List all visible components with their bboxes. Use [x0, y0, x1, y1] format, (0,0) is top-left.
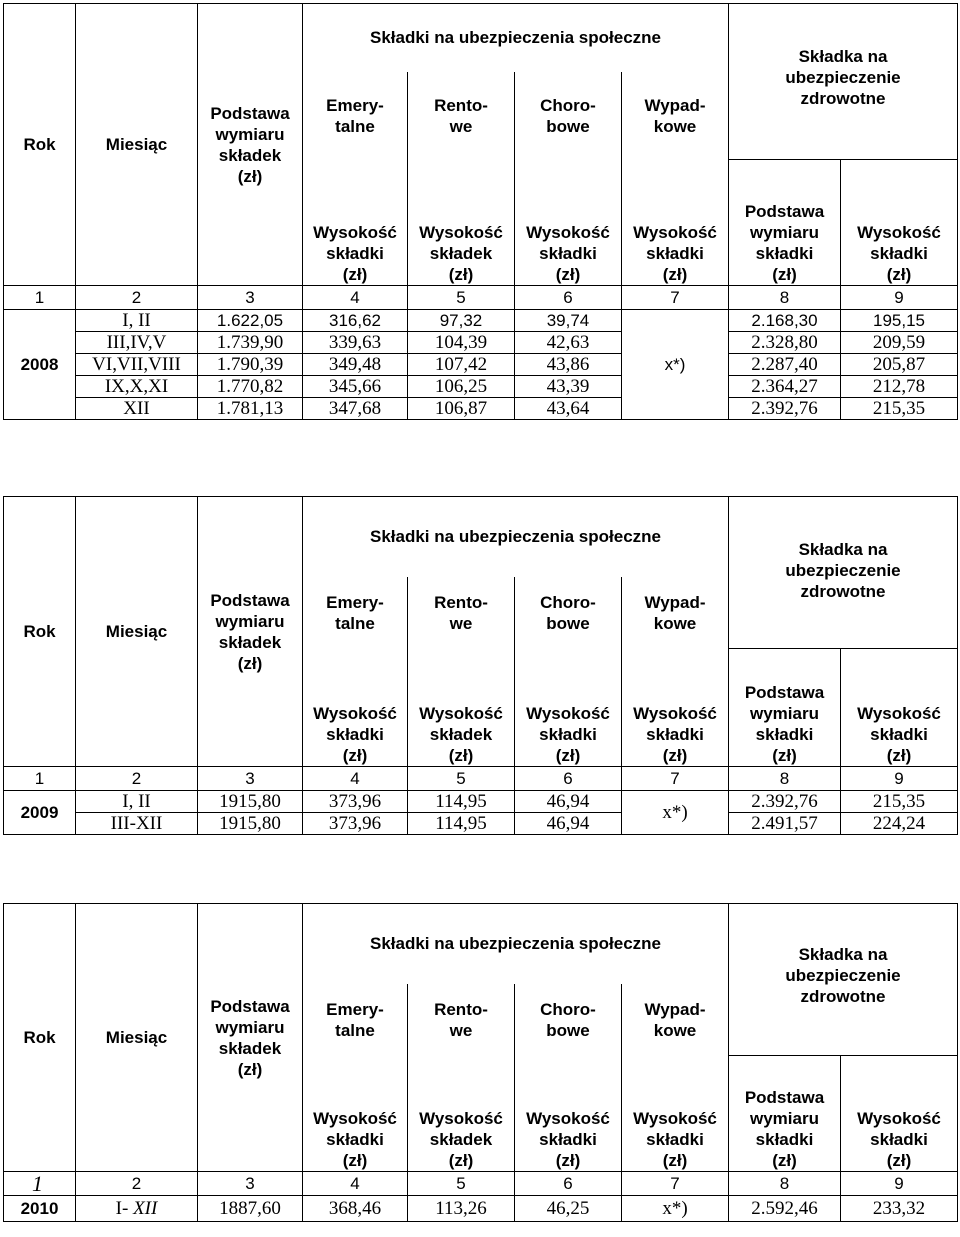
index-cell: 4 [303, 1172, 408, 1196]
table-row [4, 398, 958, 420]
header-spoleczne: Składki na ubezpieczenia społeczne [303, 904, 729, 984]
zdr-cell: 233,32 [841, 1196, 958, 1222]
zdr-cell: 215,35 [841, 398, 958, 420]
year-cell: 2008 [4, 310, 76, 420]
podstawa-cell: 1915,80 [198, 813, 303, 835]
index-cell: 7 [622, 767, 729, 791]
header-podstawa: Podstawa wymiaru składek (zł) [198, 4, 303, 286]
index-cell: 4 [303, 286, 408, 310]
header-wys-skladki: Wysokość składki (zł) [622, 1056, 729, 1172]
emerytalne-cell: 373,96 [303, 813, 408, 835]
table-2009 [3, 496, 958, 835]
zdr-podstawa-cell: 2.392,76 [729, 791, 841, 813]
header-rentowe: Rento- we [408, 984, 515, 1056]
zdr-podstawa-cell: 2.491,57 [729, 813, 841, 835]
table-row [4, 1196, 958, 1222]
chorobowe-cell: 43,86 [515, 354, 622, 376]
chorobowe-cell: 39,74 [515, 310, 622, 332]
zdr-cell: 205,87 [841, 354, 958, 376]
header-wys-skladki: Wysokość składki (zł) [622, 649, 729, 767]
podstawa-cell: 1.790,39 [198, 354, 303, 376]
index-cell: 5 [408, 767, 515, 791]
header-rentowe: Rento- we [408, 72, 515, 160]
header-miesiac: Miesiąc [76, 904, 198, 1172]
index-cell: 9 [841, 767, 958, 791]
index-cell: 5 [408, 286, 515, 310]
header-miesiac: Miesiąc [76, 497, 198, 767]
month-cell: I, II [76, 791, 198, 813]
index-cell: 6 [515, 286, 622, 310]
header-chorobowe: Choro- bowe [515, 984, 622, 1056]
table-row [4, 332, 958, 354]
month-prefix: I- [115, 1198, 129, 1219]
month-cell [76, 1196, 198, 1222]
zdr-podstawa-cell: 2.364,27 [729, 376, 841, 398]
emerytalne-cell: 373,96 [303, 791, 408, 813]
header-chorobowe: Choro- bowe [515, 72, 622, 160]
header-miesiac: Miesiąc [76, 4, 198, 286]
emerytalne-cell: 349,48 [303, 354, 408, 376]
header-podstawa: Podstawa wymiaru składek (zł) [198, 904, 303, 1172]
zdr-cell: 195,15 [841, 310, 958, 332]
rentowe-cell: 104,39 [408, 332, 515, 354]
header-podstawa-skladki: Podstawa wymiaru składki (zł) [729, 649, 841, 767]
month-cell: III,IV,V [76, 332, 198, 354]
emerytalne-cell: 347,68 [303, 398, 408, 420]
header-wys-skladki: Wysokość składki (zł) [303, 160, 408, 286]
header-zdrowotne: Składka na ubezpieczenie zdrowotne [729, 497, 958, 649]
header-spoleczne: Składki na ubezpieczenia społeczne [303, 4, 729, 72]
month-italic: XII [133, 1198, 158, 1219]
table-2010 [3, 903, 958, 1222]
header-rok: Rok [4, 4, 76, 286]
header-emerytalne: Emery- talne [303, 577, 408, 649]
index-cell: 6 [515, 767, 622, 791]
index-cell: 6 [515, 1172, 622, 1196]
emerytalne-cell: 316,62 [303, 310, 408, 332]
header-wys-skladek: Wysokość składek (zł) [408, 160, 515, 286]
chorobowe-cell: 43,64 [515, 398, 622, 420]
zdr-podstawa-cell: 2.168,30 [729, 310, 841, 332]
index-cell: 1 [4, 1172, 76, 1196]
index-cell: 8 [729, 286, 841, 310]
zdr-podstawa-cell: 2.328,80 [729, 332, 841, 354]
header-wys-skladki: Wysokość składki (zł) [515, 160, 622, 286]
index-cell: 3 [198, 767, 303, 791]
table-row [4, 813, 958, 835]
header-wys-skladki: Wysokość składki (zł) [841, 160, 958, 286]
month-cell: I, II [76, 310, 198, 332]
index-cell: 8 [729, 767, 841, 791]
header-wys-skladki: Wysokość składki (zł) [303, 649, 408, 767]
zdr-podstawa-cell: 2.287,40 [729, 354, 841, 376]
table-row [4, 376, 958, 398]
rentowe-cell: 106,25 [408, 376, 515, 398]
index-cell: 8 [729, 1172, 841, 1196]
month-cell: VI,VII,VIII [76, 354, 198, 376]
podstawa-cell: 1887,60 [198, 1196, 303, 1222]
wypadkowe-cell: x*) [622, 1196, 729, 1222]
index-cell: 7 [622, 286, 729, 310]
index-cell: 1 [4, 767, 76, 791]
podstawa-cell: 1.781,13 [198, 398, 303, 420]
header-wys-skladki: Wysokość składki (zł) [841, 649, 958, 767]
header-wypadkowe: Wypad- kowe [622, 577, 729, 649]
header-emerytalne: Emery- talne [303, 72, 408, 160]
rentowe-cell: 113,26 [408, 1196, 515, 1222]
podstawa-cell: 1.622,05 [198, 310, 303, 332]
header-podstawa-skladki: Podstawa wymiaru składki (zł) [729, 160, 841, 286]
podstawa-cell: 1.770,82 [198, 376, 303, 398]
index-cell: 3 [198, 1172, 303, 1196]
zdr-cell: 215,35 [841, 791, 958, 813]
wypadkowe-cell: x*) [622, 791, 729, 835]
year-cell: 2010 [4, 1196, 76, 1222]
chorobowe-cell: 42,63 [515, 332, 622, 354]
emerytalne-cell: 345,66 [303, 376, 408, 398]
chorobowe-cell: 46,94 [515, 813, 622, 835]
index-cell: 5 [408, 1172, 515, 1196]
rentowe-cell: 114,95 [408, 791, 515, 813]
index-cell: 9 [841, 1172, 958, 1196]
zdr-podstawa-cell: 2.592,46 [729, 1196, 841, 1222]
zdr-podstawa-cell: 2.392,76 [729, 398, 841, 420]
header-wys-skladek: Wysokość składek (zł) [408, 1056, 515, 1172]
zdr-cell: 212,78 [841, 376, 958, 398]
header-wys-skladki: Wysokość składki (zł) [303, 1056, 408, 1172]
index-cell: 9 [841, 286, 958, 310]
header-zdrowotne: Składka na ubezpieczenie zdrowotne [729, 904, 958, 1056]
emerytalne-cell: 339,63 [303, 332, 408, 354]
header-wys-skladki: Wysokość składki (zł) [515, 649, 622, 767]
month-cell: XII [76, 398, 198, 420]
header-emerytalne: Emery- talne [303, 984, 408, 1056]
table-2008 [3, 3, 958, 420]
header-rentowe: Rento- we [408, 577, 515, 649]
chorobowe-cell: 46,25 [515, 1196, 622, 1222]
zdr-cell: 209,59 [841, 332, 958, 354]
header-spoleczne: Składki na ubezpieczenia społeczne [303, 497, 729, 577]
header-rok: Rok [4, 904, 76, 1172]
header-wypadkowe: Wypad- kowe [622, 984, 729, 1056]
year-cell: 2009 [4, 791, 76, 835]
header-wys-skladki: Wysokość składki (zł) [841, 1056, 958, 1172]
header-zdrowotne: Składka na ubezpieczenie zdrowotne [729, 4, 958, 160]
header-chorobowe: Choro- bowe [515, 577, 622, 649]
header-podstawa: Podstawa wymiaru składek (zł) [198, 497, 303, 767]
wypadkowe-cell: x*) [622, 310, 729, 420]
index-cell: 7 [622, 1172, 729, 1196]
zdr-cell: 224,24 [841, 813, 958, 835]
table-row [4, 310, 958, 332]
table-row [4, 354, 958, 376]
table-row [4, 791, 958, 813]
chorobowe-cell: 46,94 [515, 791, 622, 813]
header-wypadkowe: Wypad- kowe [622, 72, 729, 160]
index-cell: 2 [76, 767, 198, 791]
podstawa-cell: 1.739,90 [198, 332, 303, 354]
emerytalne-cell: 368,46 [303, 1196, 408, 1222]
index-cell: 4 [303, 767, 408, 791]
header-wys-skladki: Wysokość składki (zł) [515, 1056, 622, 1172]
header-wys-skladek: Wysokość składek (zł) [408, 649, 515, 767]
index-cell: 2 [76, 286, 198, 310]
rentowe-cell: 97,32 [408, 310, 515, 332]
chorobowe-cell: 43,39 [515, 376, 622, 398]
index-cell: 3 [198, 286, 303, 310]
index-cell: 1 [4, 286, 76, 310]
podstawa-cell: 1915,80 [198, 791, 303, 813]
header-rok: Rok [4, 497, 76, 767]
index-cell: 2 [76, 1172, 198, 1196]
rentowe-cell: 114,95 [408, 813, 515, 835]
month-cell: III-XII [76, 813, 198, 835]
rentowe-cell: 106,87 [408, 398, 515, 420]
month-cell: IX,X,XI [76, 376, 198, 398]
header-wys-skladki: Wysokość składki (zł) [622, 160, 729, 286]
header-podstawa-skladki: Podstawa wymiaru składki (zł) [729, 1056, 841, 1172]
rentowe-cell: 107,42 [408, 354, 515, 376]
